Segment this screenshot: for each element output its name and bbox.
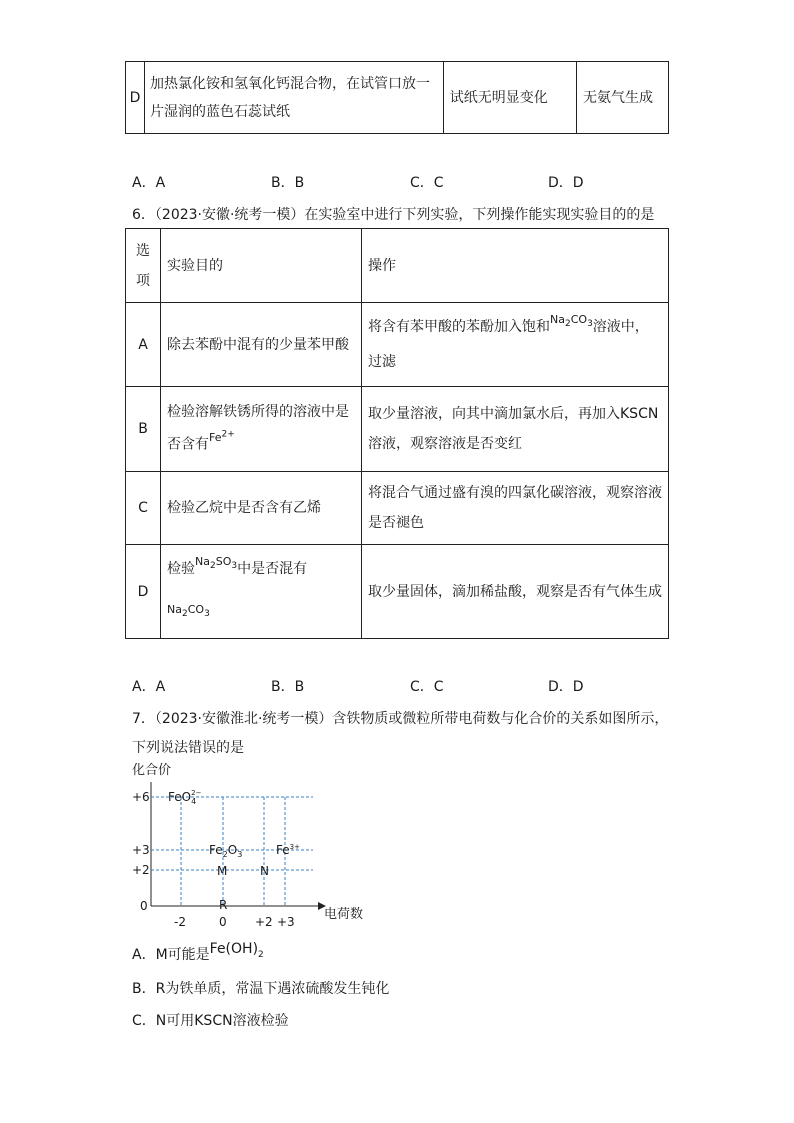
x-tick-3: +3 (277, 915, 295, 929)
q6-row-d-label: D (126, 545, 161, 639)
y-tick-6: +6 (132, 790, 150, 804)
x-tick-2: +2 (255, 915, 273, 929)
q6-option-a[interactable]: A．A (132, 679, 166, 695)
point-fe2o3: $Fe_2O_3$ (209, 843, 243, 859)
valence-charge-graph (130, 760, 370, 932)
q5-options (132, 172, 692, 192)
q6-row-d-purpose: 检验$^{Na_2SO_3}$中是否混有 $Na_2CO_3$ (161, 545, 362, 639)
q6-row-a-operation: 将含有苯甲酸的苯酚加入饱和$^{Na_2CO_3}$溶液中， 过滤 (362, 303, 669, 387)
top-table (125, 61, 669, 134)
point-m: M (217, 864, 228, 878)
q5-option-d[interactable]: D．D (548, 175, 584, 191)
q6-header-purpose: 实验目的 (161, 229, 362, 303)
q6-option-b[interactable]: B．B (271, 679, 305, 695)
q6-row-c-purpose: 检验乙烷中是否含有乙烯 (161, 472, 362, 545)
q5-option-b[interactable]: B．B (271, 175, 305, 191)
q7-option-b[interactable]: B．R为铁单质，常温下遇浓硫酸发生钝化 (132, 981, 390, 997)
experiment-line2: 片湿润的蓝色石蕊试纸 (149, 103, 290, 120)
q6-stem: 6．（2023·安徽·统考一模）在实验室中进行下列实验，下列操作能实现实验目的的是 (132, 207, 655, 223)
point-n: N (260, 864, 269, 878)
q6-header-option: 选 项 (126, 229, 161, 303)
conclusion-cell: 无氨气生成 (577, 62, 669, 134)
q6-row-b-operation: 取少量溶液，向其中滴加氯水后，再加入KSCN 溶液，观察溶液是否变红 (362, 387, 669, 472)
q7-stem-line2: 下列说法错误的是 (132, 740, 244, 756)
formula-na2co3: Na2CO3 (550, 312, 593, 330)
q7-option-c[interactable]: C．N可用KSCN溶液检验 (132, 1013, 289, 1029)
y-tick-0: 0 (140, 899, 148, 913)
q6-option-d[interactable]: D．D (548, 679, 584, 695)
q5-option-c[interactable]: C．C (410, 175, 444, 191)
y-axis-label: 化合价 (132, 763, 172, 778)
x-axis-label: 电荷数 (324, 907, 364, 922)
formula-fe2plus: Fe2+ (209, 429, 235, 444)
q6-options (132, 676, 692, 696)
q6-header-operation: 操作 (362, 229, 669, 303)
x-tick-0: 0 (219, 915, 227, 929)
point-feo4: FeO$_4$2− (168, 789, 202, 806)
q6-row-d-operation: 取少量固体，滴加稀盐酸，观察是否有气体生成 (362, 545, 669, 639)
point-r: R (219, 898, 228, 912)
q6-table (125, 228, 669, 639)
point-fe3plus: $Fe^{3+}$ (276, 843, 300, 857)
y-tick-3: +3 (132, 843, 150, 857)
row-label: D (126, 62, 145, 134)
y-tick-2: +2 (132, 863, 150, 877)
phenomenon-cell: 试纸无明显变化 (443, 62, 576, 134)
q6-row-b-label: B (126, 387, 161, 472)
q6-row-c-operation: 将混合气通过盛有溴的四氯化碳溶液，观察溶液 是否褪色 (362, 472, 669, 545)
q6-row-a-purpose: 除去苯酚中混有的少量苯甲酸 (161, 303, 362, 387)
experiment-line1: 加热氯化铵和氢氧化钙混合物，在试管口放一 (149, 75, 430, 92)
experiment-cell (144, 62, 443, 134)
q7-option-a[interactable]: A．M可能是$Fe(OH)_2$ (132, 941, 264, 963)
q6-row-a-label: A (126, 303, 161, 387)
formula-feoh2: $Fe(OH)_2$ (209, 941, 264, 960)
q6-option-c[interactable]: C．C (410, 679, 444, 695)
q7-stem-line1: 7．（2023·安徽淮北·统考一模）含铁物质或微粒所带电荷数与化合价的关系如图所示， (132, 711, 669, 727)
q6-row-b-purpose: 检验溶解铁锈所得的溶液中是 否含有$^{Fe^{2+}}$ (161, 387, 362, 472)
formula-na2so3: Na2SO3 (195, 555, 238, 572)
q5-option-a[interactable]: A．A (132, 175, 166, 191)
q6-row-c-label: C (126, 472, 161, 545)
formula-na2co3-b: $Na_2CO_3$ (167, 602, 210, 619)
x-tick-neg2: -2 (174, 915, 186, 929)
